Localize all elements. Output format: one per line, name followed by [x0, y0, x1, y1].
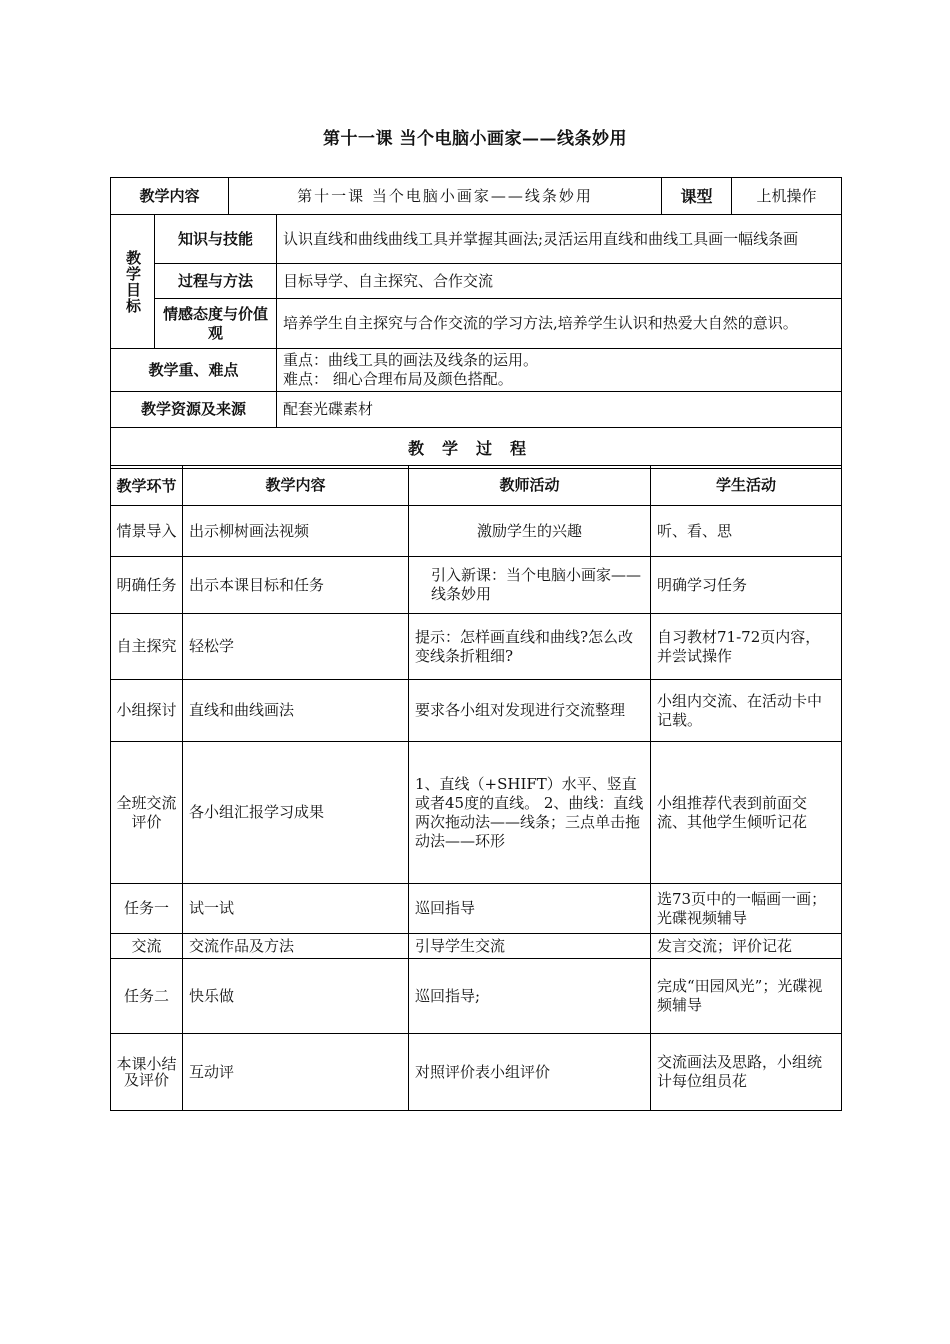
header-student: 学生活动: [651, 466, 842, 506]
row-student: 自习教材71-72页内容，并尝试操作: [651, 614, 842, 680]
process-row: [111, 959, 842, 1034]
process-table: [110, 465, 842, 1111]
resources-row: [111, 392, 842, 428]
row-teacher: 引导学生交流: [409, 934, 651, 959]
row-student: 选73页中的一幅画一画；光碟视频辅导: [651, 884, 842, 934]
content-row: [111, 178, 842, 215]
row-stage: 任务二: [111, 959, 183, 1034]
row-teacher: 1、直线（+SHIFT）水平、竖直或者45度的直线。 2、曲线：直线两次拖动法——线条；三点单击拖动法——环形: [409, 742, 651, 884]
row-content: 各小组汇报学习成果: [183, 742, 409, 884]
process-row: [111, 1034, 842, 1111]
row-stage: 本课小结及评价: [111, 1034, 183, 1111]
row-student: 明确学习任务: [651, 557, 842, 614]
resources-value: 配套光碟素材: [277, 392, 842, 428]
overview-table: [110, 177, 842, 469]
resources-label: 教学资源及来源: [111, 392, 277, 428]
goal-value-attitude: 培养学生自主探究与合作交流的学习方法,培养学生认识和热爱大自然的意识。: [277, 299, 842, 349]
header-stage: 教学环节: [111, 466, 183, 506]
header-teacher: 教师活动: [409, 466, 651, 506]
goal-row-process: [111, 264, 842, 299]
process-row: [111, 742, 842, 884]
row-student: 完成“田园风光”；光碟视频辅导: [651, 959, 842, 1034]
page-title: 第十一课 当个电脑小画家——线条妙用: [323, 129, 627, 149]
row-stage: 全班交流评价: [111, 742, 183, 884]
row-stage: 小组探讨: [111, 680, 183, 742]
row-content: 轻松学: [183, 614, 409, 680]
row-student: 小组内交流、在活动卡中记载。: [651, 680, 842, 742]
row-teacher: 巡回指导;: [409, 959, 651, 1034]
goal-label-knowledge: 知识与技能: [155, 215, 277, 264]
row-stage: 自主探究: [111, 614, 183, 680]
type-value: 上机操作: [732, 178, 842, 215]
goal-label-process: 过程与方法: [155, 264, 277, 299]
process-row: [111, 884, 842, 934]
content-label: 教学内容: [111, 178, 229, 215]
goal-value-process: 目标导学、自主探究、合作交流: [277, 264, 842, 299]
row-content: 互动评: [183, 1034, 409, 1111]
keypoint-focus: 重点：曲线工具的画法及线条的运用。: [283, 351, 539, 369]
process-row: [111, 506, 842, 557]
row-content: 快乐做: [183, 959, 409, 1034]
row-content: 试一试: [183, 884, 409, 934]
row-teacher: 激励学生的兴趣: [409, 506, 651, 557]
row-teacher: 巡回指导: [409, 884, 651, 934]
keypoints-label: 教学重、难点: [111, 349, 277, 392]
row-student: 发言交流；评价记花: [651, 934, 842, 959]
row-teacher: 要求各小组对发现进行交流整理: [409, 680, 651, 742]
row-student: 交流画法及思路，小组统计每位组员花: [651, 1034, 842, 1111]
row-stage: 情景导入: [111, 506, 183, 557]
process-row: [111, 557, 842, 614]
row-content: 直线和曲线画法: [183, 680, 409, 742]
keypoints-row: [111, 349, 842, 392]
process-row: [111, 680, 842, 742]
goals-label: 教学目标: [111, 215, 155, 349]
process-header-row: [111, 466, 842, 506]
keypoints-value: [277, 349, 842, 392]
keypoint-difficulty: 难点： 细心合理布局及颜色搭配。: [283, 370, 513, 388]
row-student: 小组推荐代表到前面交流、其他学生倾听记花: [651, 742, 842, 884]
process-title-row: [111, 428, 842, 469]
row-stage: 任务一: [111, 884, 183, 934]
process-row: [111, 614, 842, 680]
goal-row-knowledge: [111, 215, 842, 264]
process-row: [111, 934, 842, 959]
row-content: 出示柳树画法视频: [183, 506, 409, 557]
row-stage: 交流: [111, 934, 183, 959]
goal-value-knowledge: 认识直线和曲线曲线工具并掌握其画法;灵活运用直线和曲线工具画一幅线条画: [277, 215, 842, 264]
row-teacher: 引入新课：当个电脑小画家——线条妙用: [409, 557, 651, 614]
goal-label-attitude: 情感态度与价值观: [155, 299, 277, 349]
header-content: 教学内容: [183, 466, 409, 506]
type-label: 课型: [662, 178, 732, 215]
process-title: 教学过程: [111, 428, 842, 469]
row-content: 交流作品及方法: [183, 934, 409, 959]
row-teacher: 提示：怎样画直线和曲线?怎么改变线条折粗细?: [409, 614, 651, 680]
row-content: 出示本课目标和任务: [183, 557, 409, 614]
goal-row-attitude: [111, 299, 842, 349]
row-stage: 明确任务: [111, 557, 183, 614]
row-student: 听、看、思: [651, 506, 842, 557]
row-teacher: 对照评价表小组评价: [409, 1034, 651, 1111]
content-value: 第十一课 当个电脑小画家——线条妙用: [229, 178, 662, 215]
